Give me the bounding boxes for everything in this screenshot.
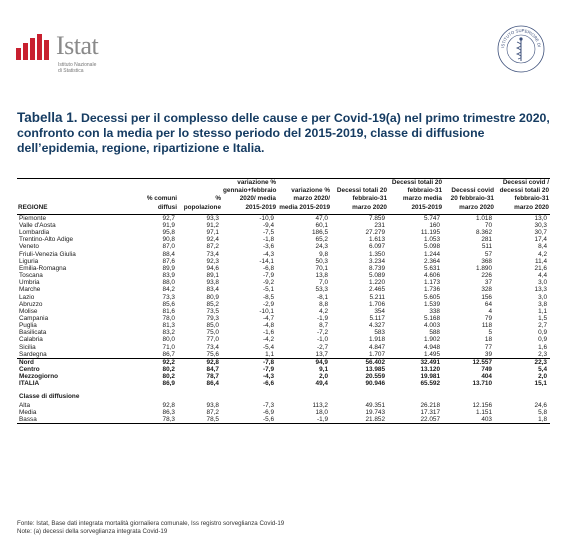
table-cell: 17.317 <box>420 408 440 416</box>
table-cell: 13,0 <box>534 214 547 222</box>
table-cell: -1,9 <box>277 416 331 424</box>
column-header: variazione % gennaio+febbraio 2020/ media 2015-2019 <box>223 179 277 211</box>
row-label: Mezzogiorno <box>19 373 59 381</box>
table-cell: 71,0 <box>162 343 175 351</box>
table-cell: 91,9 <box>162 221 175 229</box>
table-header-row <box>17 179 550 215</box>
table-cell: -4,8 <box>262 322 274 330</box>
table-cell: 3,8 <box>538 300 547 308</box>
table-row <box>17 344 550 351</box>
table-cell: -6,8 <box>262 264 274 272</box>
table-cell: 20.559 <box>365 373 385 381</box>
table-cell: 83,2 <box>162 329 175 337</box>
table-cell: -6,6 <box>262 380 274 388</box>
table-cell: 0,9 <box>538 336 547 344</box>
table-cell: 160 <box>429 221 440 229</box>
column-header: Decessi covid 20 febbraio-31 marzo 2020 <box>450 187 494 211</box>
table-cell: 81,6 <box>162 307 175 315</box>
table-cell: 80,2 <box>162 366 175 374</box>
table-cell: 1.151 <box>476 408 492 416</box>
table-cell: 1,5 <box>538 315 547 322</box>
table-cell: 5.605 <box>424 293 440 301</box>
table-cell: 30,7 <box>534 229 547 237</box>
row-label: Emilia-Romagna <box>19 264 67 272</box>
table-cell: 21.852 <box>331 416 388 424</box>
table-cell: 6.097 <box>369 243 385 251</box>
table-cell: -3,6 <box>262 243 274 251</box>
table-cell: 3,0 <box>538 293 547 301</box>
table-cell: 91,2 <box>206 221 219 229</box>
table-cell: 588 <box>429 329 440 337</box>
table-row <box>17 409 550 416</box>
logo-subtitle: Istituto Nazionale di Statistica <box>58 62 97 74</box>
table-row <box>17 373 550 380</box>
table-cell: 2.364 <box>424 257 440 265</box>
table-cell: -7,3 <box>262 401 274 409</box>
table-cell: 60,1 <box>315 221 328 229</box>
table-cell: 93,8 <box>206 401 219 409</box>
table-cell: 92,2 <box>134 358 178 366</box>
table-cell: 1.890 <box>476 264 492 272</box>
table-cell: 13.985 <box>365 366 385 374</box>
table-cell: -1,0 <box>316 336 328 344</box>
table-cell: 3.234 <box>369 257 385 265</box>
table-cell: 226 <box>481 272 492 280</box>
table-cell: 22.057 <box>388 416 443 424</box>
table-cell: 1,8 <box>495 416 550 424</box>
table-cell: 18,0 <box>315 408 328 416</box>
table-cell: 75,6 <box>206 350 219 358</box>
table-cell: 2.465 <box>369 286 385 294</box>
table-cell: 57 <box>484 250 492 258</box>
table-cell: 80,9 <box>206 293 219 301</box>
row-label: Lazio <box>19 293 35 301</box>
table-cell: 81,3 <box>162 322 175 330</box>
table-row <box>17 416 550 424</box>
table-cell: -7,9 <box>262 366 274 374</box>
table-cell: 85,6 <box>162 300 175 308</box>
table-row <box>17 251 550 258</box>
table-cell: 186,5 <box>312 229 328 237</box>
row-label: Sardegna <box>19 350 47 358</box>
table-cell: 73,5 <box>206 307 219 315</box>
logo-name: Istat <box>56 31 99 60</box>
table-cell: 1.053 <box>424 236 440 244</box>
table-cell: 4 <box>488 307 492 315</box>
table-cell: 113,2 <box>312 401 328 409</box>
table-cell: 0,9 <box>538 329 547 337</box>
row-label: Trentino-Alto Adige <box>19 236 74 244</box>
table-cell: 4,4 <box>538 272 547 280</box>
table-cell: 73,4 <box>206 343 219 351</box>
table-cell: -5,4 <box>262 343 274 351</box>
table-cell: 86,9 <box>162 380 175 388</box>
table-cell: 8,7 <box>319 322 328 330</box>
svg-text:ISTITUTO SUPERIORE DI SANITÀ <box>496 24 542 49</box>
table-cell: 65.592 <box>420 380 440 388</box>
table-cell: 22,3 <box>495 358 550 366</box>
table-row <box>17 308 550 315</box>
table-cell: 749 <box>481 366 492 374</box>
table-cell: -6,9 <box>262 408 274 416</box>
table-cell: 4,2 <box>319 307 328 315</box>
table-cell: -5,6 <box>222 416 277 424</box>
table-cell: 156 <box>481 293 492 301</box>
table-cell: 84,2 <box>162 286 175 294</box>
table-cell: 90.946 <box>365 380 385 388</box>
table-cell: 4.606 <box>424 272 440 280</box>
table-cell: 2,7 <box>538 322 547 330</box>
table-row <box>17 336 550 343</box>
table-cell: 18 <box>484 336 492 344</box>
row-label: Abruzzo <box>19 300 43 308</box>
table-row <box>17 322 550 329</box>
table-cell: 5,8 <box>538 408 547 416</box>
table-title <box>17 110 552 156</box>
table-cell: 1.018 <box>476 214 492 222</box>
regions-body <box>17 214 550 358</box>
table-row <box>17 358 550 366</box>
row-label: ITALIA <box>19 380 40 388</box>
row-label: Molise <box>19 307 38 315</box>
table-cell: 13.710 <box>472 380 492 388</box>
table-cell: 15,1 <box>534 380 547 388</box>
table-cell: 32.491 <box>388 358 443 366</box>
column-header: % comuni diffusi <box>146 195 177 211</box>
row-label: Lombardia <box>19 229 50 237</box>
table-cell: 83,9 <box>162 272 175 280</box>
table-cell: 87,2 <box>206 243 219 251</box>
table-cell: 1,1 <box>538 307 547 315</box>
table-cell: 13.120 <box>420 366 440 374</box>
table-cell: -7,9 <box>262 272 274 280</box>
table-cell: 93,3 <box>206 214 219 222</box>
column-header: % popolazione <box>183 195 221 211</box>
table-cell: 1.173 <box>424 279 440 287</box>
table-cell: 1,1 <box>265 350 274 358</box>
table-cell: -10,1 <box>259 307 274 315</box>
table-cell: -7,5 <box>262 229 274 237</box>
table-cell: -4,3 <box>262 250 274 258</box>
table-row <box>17 351 550 359</box>
row-label: Media <box>19 408 37 416</box>
table-cell: 8.362 <box>476 229 492 237</box>
table-cell: 90,8 <box>162 236 175 244</box>
table-cell: 404 <box>481 373 492 381</box>
iss-seal-icon <box>496 24 546 74</box>
table-cell: 89,9 <box>162 264 175 272</box>
table-cell: 5.089 <box>369 272 385 280</box>
table-row <box>17 301 550 308</box>
table-cell: 92,3 <box>206 257 219 265</box>
table-cell: 354 <box>374 307 385 315</box>
table-cell: 73,4 <box>206 250 219 258</box>
table-cell: 30,3 <box>534 221 547 229</box>
table-cell: 5.631 <box>424 264 440 272</box>
table-cell: 89,1 <box>206 272 219 280</box>
row-label: Alta <box>19 401 31 409</box>
class-body <box>17 388 550 424</box>
table-cell: -7,2 <box>316 329 328 337</box>
table-cell: 95,8 <box>162 229 175 237</box>
table-cell: 88,0 <box>162 279 175 287</box>
table-cell: 4.327 <box>369 322 385 330</box>
table-cell: 78,3 <box>134 416 178 424</box>
section-title: Classe di diffusione <box>19 392 80 400</box>
table-cell: 1.220 <box>369 279 385 287</box>
table-cell: 84,7 <box>206 366 219 374</box>
table-cell: -4,7 <box>262 315 274 322</box>
table-cell: -2,9 <box>262 300 274 308</box>
table-cell: 49,4 <box>315 380 328 388</box>
table-cell: 94,6 <box>206 264 219 272</box>
row-label: Sicilia <box>19 343 36 351</box>
table-cell: 73,3 <box>162 293 175 301</box>
table-cell: 83,4 <box>206 286 219 294</box>
table-cell: 328 <box>481 286 492 294</box>
table-cell: 4.948 <box>424 343 440 351</box>
table-title-lead: Tabella 1. <box>17 110 78 125</box>
table-cell: 7.859 <box>369 214 385 222</box>
table-cell: 12.156 <box>472 401 492 409</box>
table-cell: 85,0 <box>206 322 219 330</box>
table-cell: 87,6 <box>162 257 175 265</box>
table-cell: 78,7 <box>206 373 219 381</box>
table-cell: 56.402 <box>331 358 388 366</box>
table-cell: 19.743 <box>365 408 385 416</box>
table-cell: 8.739 <box>369 264 385 272</box>
table-cell: 7,0 <box>319 279 328 287</box>
table-cell: 1.613 <box>369 236 385 244</box>
table-cell: 5.098 <box>424 243 440 251</box>
seal-text: ISTITUTO SUPERIORE DI <box>500 27 542 49</box>
source-note: Fonte: Istat, Base dati integrata mortalità giornaliera comunale, Iss registro sorveglianza Covid-19 <box>17 520 285 527</box>
table-row <box>17 315 550 322</box>
table-cell: 79,3 <box>206 315 219 322</box>
table-row <box>17 222 550 229</box>
row-label: Piemonte <box>19 214 46 222</box>
table-cell: 1.902 <box>424 336 440 344</box>
table-cell: -1,8 <box>262 236 274 244</box>
table-cell: -9,4 <box>262 221 274 229</box>
column-header: REGIONE <box>18 203 48 211</box>
table-row <box>17 229 550 236</box>
table-cell: 85,2 <box>206 300 219 308</box>
table-cell: 86,7 <box>162 350 175 358</box>
table-cell: 27.279 <box>365 229 385 237</box>
table-cell: 1,6 <box>538 343 547 351</box>
table-cell: 2,0 <box>319 373 328 381</box>
table-cell: 94,9 <box>277 358 331 366</box>
table-cell: 21,6 <box>534 264 547 272</box>
table-cell: 13,7 <box>315 350 328 358</box>
table-cell: -14,1 <box>259 257 274 265</box>
row-label: Toscana <box>19 272 43 280</box>
table-cell: 5.211 <box>369 293 385 301</box>
table-notes <box>17 520 284 536</box>
table-cell: 4,2 <box>538 250 547 258</box>
table-cell: 511 <box>481 243 492 251</box>
table-row <box>17 272 550 279</box>
table-cell: 1.350 <box>369 250 385 258</box>
table-cell: -10,9 <box>259 214 274 222</box>
table-title-text: Decessi per il complesso delle cause e per Covid-19(a) nel primo trimestre 2020, confronto con la media per lo stesso periodo del 2015-2019, classe di diffusione dell’epidemia, regione, ripartizione e Italia. <box>17 111 550 155</box>
table-row <box>17 380 550 387</box>
table-cell: 13,8 <box>315 272 328 280</box>
column-header: Decessi covid / decessi totali 20 febbraio-31 marzo 2020 <box>499 179 549 211</box>
row-label: Bassa <box>17 416 134 424</box>
row-label: Campania <box>19 315 49 322</box>
table-cell: 75,0 <box>206 329 219 337</box>
table-cell: 92,8 <box>178 358 222 366</box>
table-cell: 281 <box>481 236 492 244</box>
table-row <box>17 286 550 293</box>
table-cell: 17,4 <box>534 236 547 244</box>
column-header: variazione % marzo 2020/ media 2015-2019 <box>279 187 330 211</box>
table-cell: 1.706 <box>369 300 385 308</box>
table-cell: 53,3 <box>315 286 328 294</box>
istat-logo-mark-icon <box>14 34 54 60</box>
table-cell: -8,1 <box>316 293 328 301</box>
table-cell: 78,0 <box>162 315 175 322</box>
table-cell: -9,2 <box>262 279 274 287</box>
table-row <box>17 329 550 336</box>
table-cell: 87,2 <box>206 408 219 416</box>
section-title-row <box>17 388 550 402</box>
table-cell: 12.557 <box>443 358 495 366</box>
table-cell: 403 <box>443 416 495 424</box>
table-cell: 118 <box>481 322 492 330</box>
table-cell: 93,8 <box>206 279 219 287</box>
table-cell: -1,9 <box>316 315 328 322</box>
table-cell: 8,8 <box>319 300 328 308</box>
table-cell: -5,1 <box>262 286 274 294</box>
table-cell: -8,5 <box>262 293 274 301</box>
row-label: Valle d'Aosta <box>19 221 56 229</box>
table-cell: 231 <box>374 221 385 229</box>
table-cell: 50,3 <box>315 257 328 265</box>
table-cell: 2,0 <box>538 373 547 381</box>
table-cell: -4,3 <box>262 373 274 381</box>
table-cell: 39 <box>484 350 492 358</box>
table-cell: 24,3 <box>315 243 328 251</box>
totals-body <box>17 358 550 387</box>
row-label: Centro <box>19 366 40 374</box>
table-cell: -4,2 <box>262 336 274 344</box>
table-row <box>17 214 550 222</box>
table-cell: 5,4 <box>538 366 547 374</box>
table-cell: 5.117 <box>369 315 385 322</box>
row-label: Friuli-Venezia Giulia <box>19 250 76 258</box>
table-cell: 70,1 <box>315 264 328 272</box>
table-cell: 77,0 <box>206 336 219 344</box>
table-cell: 26.218 <box>420 401 440 409</box>
table-cell: -1,6 <box>262 329 274 337</box>
footnote-a: Note: (a) decessi della sorveglianza integrata Covid-19 <box>17 528 168 535</box>
table-cell: 368 <box>481 257 492 265</box>
row-label: Nord <box>17 358 134 366</box>
row-label: Liguria <box>19 257 39 265</box>
table-cell: 87,0 <box>162 243 175 251</box>
row-label: Veneto <box>19 243 39 251</box>
table-cell: 97,1 <box>206 229 219 237</box>
table-row <box>17 294 550 301</box>
table-cell: 1.736 <box>424 286 440 294</box>
table-cell: 86,4 <box>206 380 219 388</box>
table-cell: 80,0 <box>162 336 175 344</box>
istat-logo <box>14 32 134 72</box>
table-cell: 24,6 <box>534 401 547 409</box>
table-cell: 11,4 <box>535 257 547 265</box>
table-cell: 1.495 <box>424 350 440 358</box>
table-cell: 338 <box>429 307 440 315</box>
table-row <box>17 366 550 373</box>
column-header: Decessi totali 20 febbraio-31 marzo 2020 <box>336 187 387 211</box>
table-cell: 5.747 <box>424 214 440 222</box>
table-cell: 1.918 <box>369 336 385 344</box>
table-row <box>17 402 550 409</box>
table-cell: 19.981 <box>420 373 440 381</box>
table-cell: 64 <box>484 300 492 308</box>
table-cell: 1.244 <box>424 250 440 258</box>
table-cell: -2,7 <box>316 343 328 351</box>
table-cell: 77 <box>484 343 492 351</box>
table-cell: 65,2 <box>315 236 328 244</box>
table-row <box>17 258 550 265</box>
table-row <box>17 279 550 286</box>
table-row <box>17 243 550 250</box>
table-cell: 49.351 <box>365 401 385 409</box>
table-cell: 86,3 <box>162 408 175 416</box>
row-label: Umbria <box>19 279 40 287</box>
table-cell: 583 <box>374 329 385 337</box>
table-cell: 92,7 <box>162 214 175 222</box>
row-label: Puglia <box>19 322 37 330</box>
row-label: Calabria <box>19 336 43 344</box>
row-label: Marche <box>19 286 41 294</box>
table-cell: 80,2 <box>162 373 175 381</box>
table-cell: 92,4 <box>206 236 219 244</box>
table-cell: 88,4 <box>162 250 175 258</box>
table-cell: 4.847 <box>369 343 385 351</box>
table-cell: 47,0 <box>315 214 328 222</box>
row-label: Basilicata <box>19 329 47 337</box>
table-cell: 1.539 <box>424 300 440 308</box>
table-cell: 13,3 <box>534 286 547 294</box>
table-cell: 9,8 <box>319 250 328 258</box>
table-cell: 78,5 <box>178 416 222 424</box>
mortality-table <box>17 178 550 424</box>
table-cell: 2,3 <box>538 350 547 358</box>
table-row <box>17 236 550 243</box>
table-cell: 37 <box>484 279 492 287</box>
table-cell: -7,8 <box>222 358 277 366</box>
table-cell: 3,0 <box>538 279 547 287</box>
table-cell: 4.003 <box>424 322 440 330</box>
table-cell: 5 <box>488 329 492 337</box>
column-header: Decessi totali 20 febbraio-31 marzo media 2015-2019 <box>391 179 442 211</box>
table-row <box>17 265 550 272</box>
table-cell: 70 <box>484 221 492 229</box>
table-cell: 11.195 <box>420 229 440 237</box>
table-cell: 5.168 <box>424 315 440 322</box>
table-cell: 79 <box>484 315 492 322</box>
table-cell: 9,1 <box>319 366 328 374</box>
table-cell: 8,4 <box>538 243 547 251</box>
table-cell: 92,8 <box>162 401 175 409</box>
table-cell: 1.707 <box>369 350 385 358</box>
